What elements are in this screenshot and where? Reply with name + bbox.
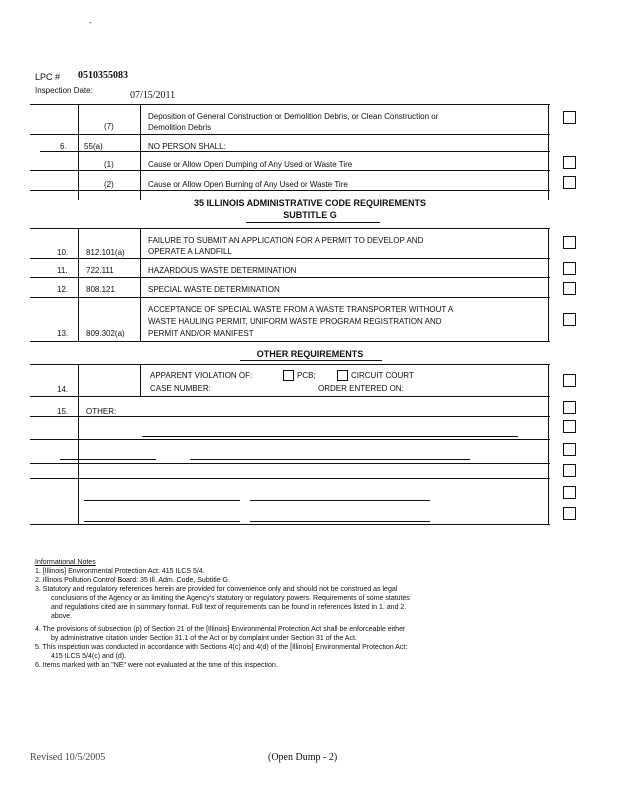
table-rule	[30, 439, 550, 440]
table-rule	[30, 170, 550, 171]
table-rule	[30, 258, 550, 259]
informational-notes	[35, 558, 595, 670]
row-11-checkbox[interactable]	[563, 262, 576, 275]
note-3: 3. Statutory and regulatory references herein are provided for convenience only and should not be construed as legal	[35, 586, 398, 593]
note-6: 6. Items marked with an "NE" were not evaluated at the time of this inspection.	[35, 662, 278, 669]
row-6-2-text: Cause or Allow Open Burning of Any Used or Waste Tire	[148, 180, 348, 189]
blank-line	[190, 459, 470, 460]
section-35-subtitle: SUBTITLE G	[283, 210, 337, 220]
note-5: 5. This inspection was conducted in accordance with Sections 4(c) and 4(d) of the [Illinois] Environmental Protection Act:	[35, 644, 408, 651]
row-15-num: 15.	[57, 407, 69, 416]
row-6-text: NO PERSON SHALL:	[148, 142, 226, 151]
row-14-num: 14.	[57, 385, 69, 394]
row-10-code: 812.101(a)	[86, 248, 125, 257]
row-6-num: 6.	[60, 142, 67, 151]
notes-title: Informational Notes	[35, 559, 96, 566]
note-4-cont: by administrative citation under Section 31.1 of the Act or by complaint under Section 31 of the Act.	[51, 635, 357, 642]
blank-line	[250, 521, 430, 522]
circuit-court-label: CIRCUIT COURT	[351, 371, 414, 380]
table-rule	[30, 478, 550, 479]
other-checkbox[interactable]	[563, 486, 576, 499]
row-7-num: (7)	[104, 122, 114, 131]
row-7-text-2: Demolition Debris	[148, 123, 212, 132]
col-divider	[548, 228, 549, 342]
note-2: 2. Illinois Pollution Control Board: 35 Ill. Adm. Code, Subtitle G.	[35, 577, 230, 584]
case-number-label: CASE NUMBER:	[150, 384, 211, 393]
other-checkbox[interactable]	[563, 464, 576, 477]
row-6-1-num: (1)	[104, 160, 114, 169]
col-divider	[78, 104, 79, 200]
row-10-num: 10.	[57, 248, 69, 257]
table-rule	[30, 277, 550, 278]
table-rule	[30, 416, 550, 417]
row-13-code: 809.302(a)	[86, 329, 125, 338]
table-rule	[30, 134, 550, 135]
note-5-cont: 415 ILCS 5/4(c) and (d).	[51, 653, 127, 660]
row-10-text-2: OPERATE A LANDFILL	[148, 247, 232, 256]
table-rule	[30, 341, 550, 342]
revised-date: Revised 10/5/2005	[30, 752, 106, 763]
row-11-code: 722.111	[86, 266, 114, 275]
note-1: 1. [Illinois] Environmental Protection Act: 415 ILCS 5/4.	[35, 568, 205, 575]
row-7-checkbox[interactable]	[563, 111, 576, 124]
pcb-checkbox[interactable]	[283, 370, 294, 381]
blank-line	[84, 521, 240, 522]
other-title-underline	[240, 360, 382, 361]
row-6-1-checkbox[interactable]	[563, 156, 576, 169]
row-12-num: 12.	[57, 285, 69, 294]
order-entered-label: ORDER ENTERED ON:	[318, 384, 404, 393]
row-13-num: 13.	[57, 329, 69, 338]
circuit-court-checkbox[interactable]	[337, 370, 348, 381]
col-divider	[78, 364, 79, 524]
table-rule	[30, 228, 550, 229]
blank-line	[250, 500, 430, 501]
section-35-title: 35 ILLINOIS ADMINISTRATIVE CODE REQUIREMENTS	[193, 198, 427, 208]
table-rule	[30, 297, 550, 298]
row-15-label: OTHER:	[86, 407, 117, 416]
subtitle-underline	[246, 222, 380, 223]
col-divider	[548, 104, 549, 200]
inspection-date-value: 07/15/2011	[130, 90, 176, 101]
row-12-code: 808.121	[86, 285, 115, 294]
blank-line	[60, 459, 156, 460]
table-rule	[30, 104, 550, 105]
col-divider	[140, 104, 141, 200]
row-12-checkbox[interactable]	[563, 282, 576, 295]
row-13-text-2: WASTE HAULING PERMIT, UNIFORM WASTE PROGRAM REGISTRATION AND	[148, 317, 442, 326]
other-checkbox[interactable]	[563, 443, 576, 456]
pcb-label: PCB;	[297, 371, 316, 380]
blank-line	[142, 436, 518, 437]
row-13-text: ACCEPTANCE OF SPECIAL WASTE FROM A WASTE TRANSPORTER WITHOUT A	[148, 305, 454, 314]
table-rule	[30, 190, 550, 191]
row-14-checkbox[interactable]	[563, 374, 576, 387]
row-7-text: Deposition of General Construction or Demolition Debris, or Clean Construction or	[148, 112, 439, 121]
other-checkbox[interactable]	[563, 420, 576, 433]
row-6-code: 55(a)	[84, 142, 103, 151]
other-checkbox[interactable]	[563, 507, 576, 520]
row-13-checkbox[interactable]	[563, 313, 576, 326]
note-3-cont: above.	[51, 613, 73, 620]
note-3-cont: conclusions of the Agency or as limiting the Agency's statutory or regulatory powers. Requirements of some statutes	[51, 595, 410, 602]
row-15-checkbox[interactable]	[563, 401, 576, 414]
row-13-text-3: PERMIT AND/OR MANIFEST	[148, 329, 254, 338]
row-11-num: 11.	[57, 266, 68, 275]
row-10-checkbox[interactable]	[563, 236, 576, 249]
other-requirements-title: OTHER REQUIREMENTS	[256, 349, 364, 359]
col-divider	[140, 364, 141, 396]
col-divider	[548, 364, 549, 524]
row-10-text: FAILURE TO SUBMIT AN APPLICATION FOR A PERMIT TO DEVELOP AND	[148, 236, 424, 245]
table-rule	[30, 364, 550, 365]
page-label: (Open Dump - 2)	[268, 752, 338, 763]
row-6-2-num: (2)	[104, 180, 114, 189]
inspection-date-label: Inspection Date:	[35, 86, 93, 95]
lpc-number: 0510355083	[78, 70, 128, 81]
table-rule	[40, 151, 550, 152]
table-rule	[30, 463, 550, 464]
col-divider	[140, 228, 141, 342]
table-rule	[30, 524, 550, 525]
row-14-violation-label: APPARENT VIOLATION OF:	[150, 371, 253, 380]
note-4: 4. The provisions of subsection (p) of Section 21 of the [Illinois] Environmental Protection Act shall be enforceable either	[35, 626, 406, 633]
row-11-text: HAZARDOUS WASTE DETERMINATION	[148, 266, 297, 275]
row-12-text: SPECIAL WASTE DETERMINATION	[148, 285, 280, 294]
note-3-cont: and regulations cited are in summary format. Full text of requirements can be found in references listed in 1. and 2.	[51, 604, 407, 611]
row-6-1-text: Cause or Allow Open Dumping of Any Used or Waste Tire	[148, 160, 353, 169]
col-divider	[78, 228, 79, 342]
table-rule	[30, 396, 550, 397]
scan-mark: -	[89, 18, 92, 27]
blank-line	[84, 500, 240, 501]
row-6-2-checkbox[interactable]	[563, 176, 576, 189]
lpc-label: LPC #	[35, 72, 61, 82]
